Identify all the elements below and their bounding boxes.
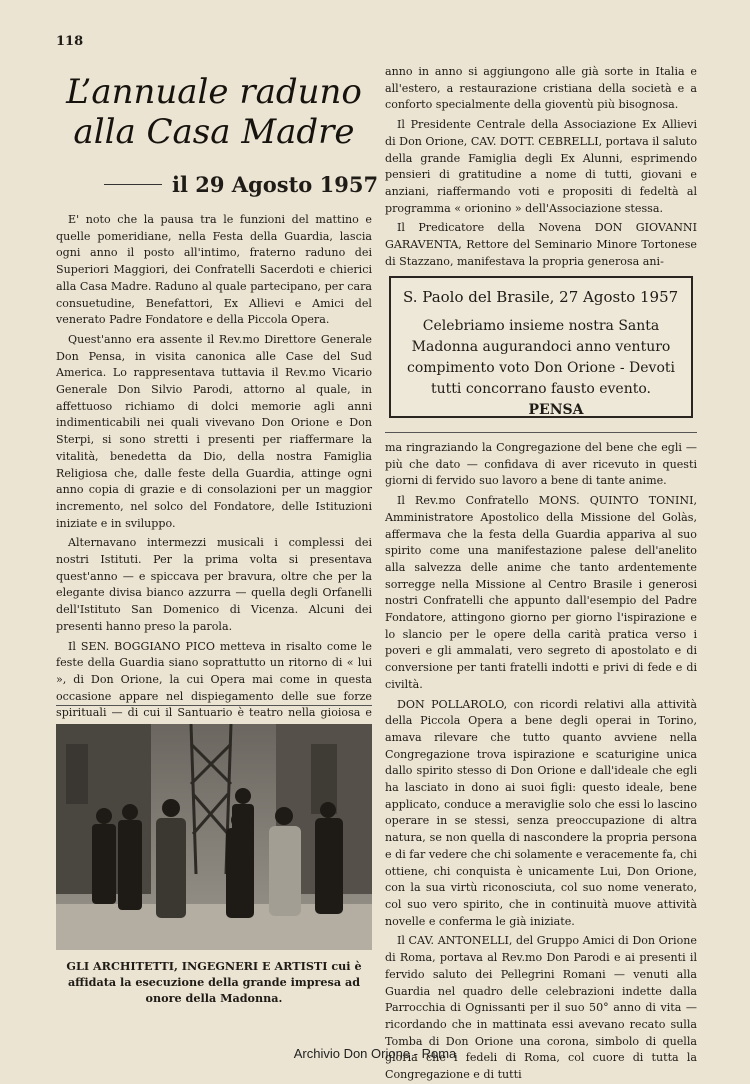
paragraph: ma ringraziando la Congregazione del bene che egli — più che dato — confidava di aver ricevuto in questi giorni di fervido suo lavoro a bene di tante anime. <box>385 441 697 488</box>
telegram-heading: S. Paolo del Brasile, 27 Agosto 1957 <box>403 288 679 306</box>
paragraph: E' noto che la pausa tra le funzioni del mattino e quelle pomeridiane, nella Festa della Guardia, lascia ogni anno il posto all'intimo, fraterno raduno dei Superiori Maggiori, dei Confratelli Sacerdoti e chierici alla Casa Madre. Raduno al quale partecipano, per cara consuetudine, Benefattori, Ex Allievi e Amici del venerato Padre Fondatore e della Piccola Opera. <box>56 213 372 327</box>
paragraph: Il SEN. BOGGIANO PICO metteva in risalto come le feste della Guardia siano soprattutto un ritorno di « lui », di Don Orione, la cui Opera mai come in questa occasione appare nel dispiegamento delle sue forze spirituali — di cui il Santuario è teatro nella gioiosa e <box>56 639 372 720</box>
paragraph: Il Presidente Centrale della Associazione Ex Allievi di Don Orione, CAV. DOTT. CEBRELLI, portava il saluto della grande Famiglia degli Ex Alunni, esprimendo pensieri di gratitudine a nome di tutti, giovani e anziani, riaffermando voti e propositi di fedeltà al programma « orionino » dell'Associazione stessa. <box>385 118 697 215</box>
paragraph: DON POLLAROLO, con ricordi relativi alla attività della Piccola Opera a bene degli operai in Torino, amava rilevare che tutto quanto avviene nella Congregazione trova ispirazione e scaturigine unica dallo spirito stesso di Don Orione e dall'ideale che egli ha lasciato in dono ai suoi figli: questo ideale, bene applicato, conduce a meraviglie solo che essi lo lascino operare in se stessi, senza preoccupazione di altra natura, se non quella di nascondere la propria persona e di far vedere che chi solamente e veracemente fa, chi ottiene, chi conquista è unicamente Lui, Don Orione, con la sua virtù riconosciuta, col suo nome venerato, col suo vero spirito, che in continuità muove attività novelle e conferma le già iniziate. <box>385 697 697 928</box>
date-rule <box>104 184 162 185</box>
telegram-signature: PENSA <box>528 402 584 418</box>
title-line-2: alla Casa Madre <box>73 112 355 152</box>
paragraph: Alternavano intermezzi musicali i complessi dei nostri Istituti. Per la prima volta si presentava quest'anno — e spiccava per bravura, oltre che per la elegante divisa bianco azzurra — quella degli Orfanelli dell'Istituto San Domenico di Vicenza. Alcuni dei presenti hanno preso la parola. <box>56 536 372 633</box>
column-right-bottom <box>385 440 697 1082</box>
divider <box>385 432 697 433</box>
paragraph: anno in anno si aggiungono alle già sorte in Italia e all'estero, a restaurazione cristiana della società e a conforto specialmente della gioventù più bisognosa. <box>385 65 697 112</box>
divider <box>56 705 372 706</box>
title-line-1: L’annuale raduno <box>66 72 362 112</box>
article-date <box>104 172 379 197</box>
telegram-text: Celebriamo insieme nostra Santa Madonna augurandoci anno venturo compimento voto Don Orione - Devoti tutti concorrano fausto evento. <box>407 318 675 397</box>
paragraph: Quest'anno era assente il Rev.mo Direttore Generale Don Pensa, in visita canonica alle Case del Sud America. Lo rappresentava tuttavia il Rev.mo Vicario Generale Don Silvio Parodi, attorno al quale, in affettuoso richiamo di dolci memorie agli anni indimenticabili nei quali vivevano Don Orione e Don Sterpi, si sono stretti i presenti per riaffermare la vitalità, benedetta da Dio, della nostra Famiglia Religiosa che, dalle feste della Guardia, attinge ogni anno copia di grazie e di consolazioni per un maggior incremento, nel solco del Fondatore, delle Istituzioni iniziate e in sviluppo. <box>56 332 372 530</box>
group-photo <box>56 724 372 950</box>
telegram-box <box>389 276 693 418</box>
date-text: il 29 Agosto 1957 <box>172 172 379 197</box>
paragraph: Il Rev.mo Confratello MONS. QUINTO TONINI, Amministratore Apostolico della Missione del Golàs, affermava che la festa della Guardia appariva al suo spirito come una manifestazione palese dell'anelito alla salvezza delle anime che tanto ardentemente sorregge nella Missione al Centro Brasile i generosi nostri Confratelli che appunto dall'esempio del Padre Fondatore, attingono giorno per giorno l'ispirazione e lo slancio per le opere della carità pratica verso i poveri e gli ammalati, vero segreto di apostolato e di conversione per tanti fratelli indotti e privi di fede e di civiltà. <box>385 494 697 691</box>
photo-caption: GLI ARCHITETTI, INGEGNERI E ARTISTI cui è affidata la esecuzione della grande impresa ad onore della Madonna. <box>66 959 362 1005</box>
column-left <box>56 212 372 720</box>
page-number: 118 <box>56 34 84 49</box>
archive-footer: Archivio Don Orione - Roma <box>293 1046 457 1061</box>
column-right-top <box>385 64 697 268</box>
telegram-body <box>403 316 679 421</box>
article-title <box>56 72 372 152</box>
paragraph: Il Predicatore della Novena DON GIOVANNI GARAVENTA, Rettore del Seminario Minore Tortonese di Stazzano, manifestava la propria generosa ani- <box>385 221 697 268</box>
paragraph: Il CAV. ANTONELLI, del Gruppo Amici di Don Orione di Roma, portava al Rev.mo Don Parodi e ai presenti il fervido saluto dei Pellegrini Romani — venuti alla Guardia nel quadro delle celebrazioni indette dalla Parrocchia di Ognissanti per il suo 50° anno di vita — ricordando che in mattinata essi avevano recato sulla Tomba di Don Orione una corona, simbolo di quella gloria che i fedeli di Roma, col cuore di tutta la Congregazione e di tutti <box>385 934 697 1082</box>
group-photo-image <box>56 724 372 950</box>
